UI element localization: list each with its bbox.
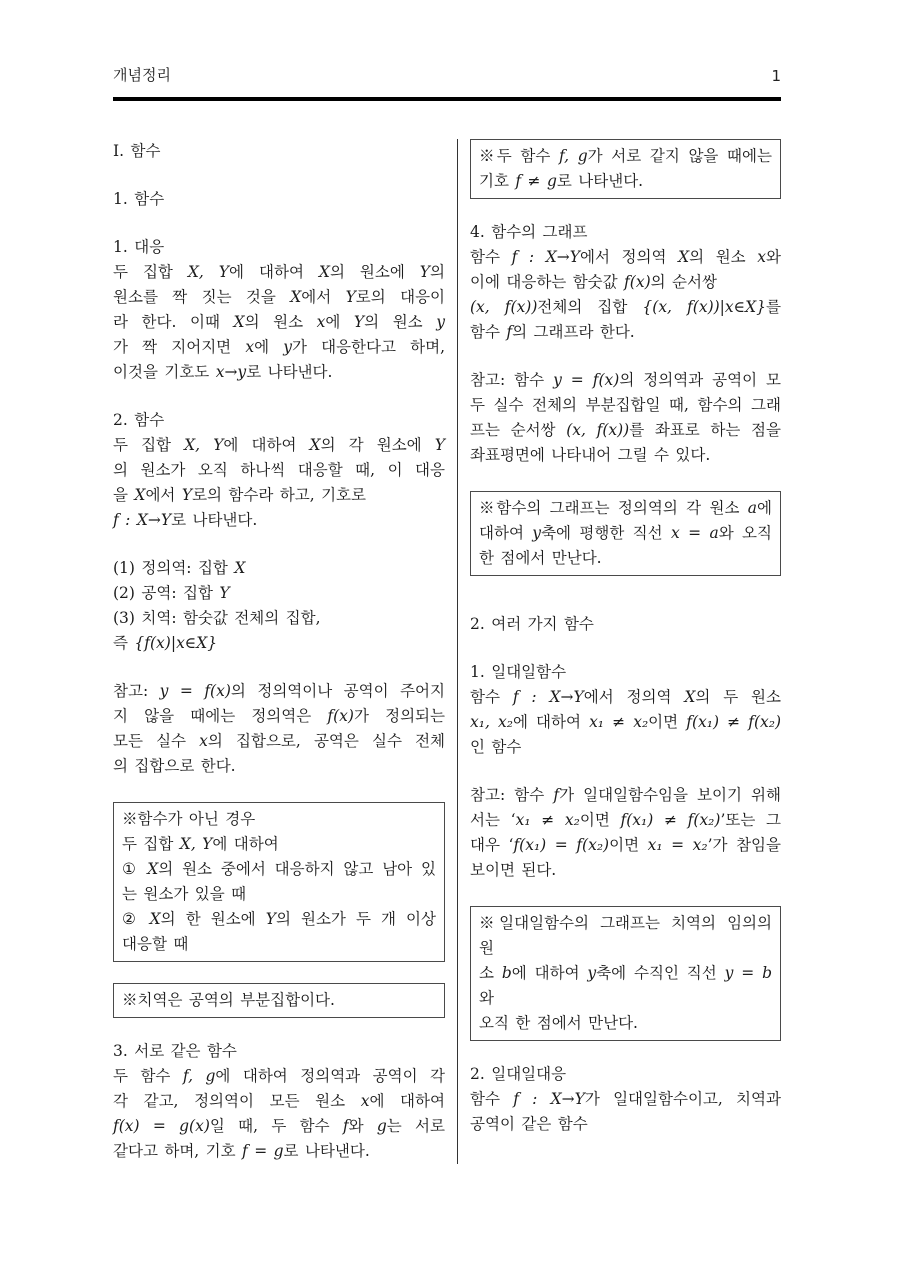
text-line: 의 원소가 오직 하나씩 대응할 때, 이 대응 [113, 461, 445, 479]
text-line: 함수 f : X→Y에서 정의역 X의 원소 x와 [470, 248, 781, 266]
math-expression: f : X→Y [512, 688, 584, 706]
text-line: 대응할 때 [122, 935, 189, 953]
text-line: 각 같고, 정의역이 모든 원소 x에 대하여 [113, 1092, 445, 1110]
text-line: f(x) = g(x)일 때, 두 함수 f와 g는 서로 [113, 1117, 445, 1135]
text-line: 대하여 y축에 평행한 직선 x = a와 오직 [479, 524, 772, 542]
various-functions-heading [470, 612, 781, 637]
math-expression: X [318, 263, 330, 281]
text-line: ※함수의 그래프는 정의역의 각 원소 a에 [479, 499, 772, 517]
right-column [470, 139, 781, 1164]
math-expression: x→y [215, 363, 247, 381]
math-expression: y = f(x) [553, 371, 620, 389]
text-line: 인 함수 [470, 738, 522, 756]
math-expression: Y [345, 288, 356, 306]
one-to-one-graph-box [470, 906, 781, 1041]
text-line: ※치역은 공역의 부분집합이다. [122, 991, 335, 1009]
math-expression: f : X→Y [113, 511, 172, 529]
text-line: 서는 ‘x₁ ≠ x₂이면 f(x₁) ≠ f(x₂)’또는 그 [470, 811, 781, 829]
page-header [113, 64, 781, 85]
text-line: 지 않을 때에는 정의역은 f(x)가 정의되는 [113, 707, 445, 725]
function-definition-para [113, 408, 445, 533]
text-line: 2. 여러 가지 함수 [470, 615, 594, 633]
text-line: 4. 함수의 그래프 [470, 223, 588, 241]
math-expression: x = a [670, 524, 719, 542]
math-expression: x [245, 338, 255, 356]
text-line: 는 원소가 있을 때 [122, 885, 247, 903]
text-line: ① X의 원소 중에서 대응하지 않고 남아 있 [122, 860, 436, 878]
range-subset-box [113, 983, 445, 1018]
text-line: ※두 함수 f, g가 서로 같지 않을 때에는 [479, 147, 772, 165]
text-line: 라 한다. 이때 X의 원소 x에 Y의 원소 y [113, 313, 445, 331]
text-line: 기호 f ≠ g로 나타낸다. [479, 172, 644, 190]
text-line: 즉 {f(x)|x∈X} [113, 634, 218, 652]
math-expression: f, g [558, 147, 588, 165]
text-line: 같다고 하며, 기호 f = g로 나타낸다. [113, 1142, 370, 1160]
equal-functions-para [113, 1039, 445, 1164]
text-line: 두 집합 X, Y에 대하여 X의 원소에 Y의 [113, 263, 445, 281]
math-expression: X [233, 313, 245, 331]
math-expression: y [532, 524, 542, 542]
text-line: 좌표평면에 나타내어 그릴 수 있다. [470, 446, 711, 464]
text-line: ※일대일함수의 그래프는 치역의 임의의 원 [479, 914, 772, 957]
text-line: 1. 대응 [113, 238, 165, 256]
math-expression: X [147, 860, 159, 878]
math-expression: y [283, 338, 292, 356]
math-expression: x [757, 248, 767, 266]
text-line: 을 X에서 Y로의 함수라 하고, 기호로 [113, 486, 367, 504]
graph-definition-para [470, 220, 781, 345]
math-expression: x₁ ≠ x₂ [589, 713, 649, 731]
text-line: 2. 일대일대응 [470, 1065, 567, 1083]
math-expression: x [316, 313, 326, 331]
math-expression: f = g [242, 1142, 284, 1160]
text-line: 의 집합으로 한다. [113, 757, 236, 775]
text-line: 두 실수 전체의 부분집합일 때, 함수의 그래 [470, 396, 781, 414]
math-expression: f [553, 786, 560, 804]
math-expression: X [134, 486, 146, 504]
chapter-heading [113, 187, 445, 212]
text-line: 오직 한 점에서 만난다. [479, 1014, 638, 1032]
text-line: 가 짝 지어지면 x에 y가 대응한다고 하며, [113, 338, 445, 356]
text-line: ② X의 한 원소에 Y의 원소가 두 개 이상 [122, 910, 436, 928]
math-expression: f(x) = g(x) [113, 1117, 210, 1135]
math-expression: x₁ ≠ x₂ [515, 811, 580, 829]
text-line: I. 함수 [113, 142, 161, 160]
math-expression: x [360, 1092, 370, 1110]
math-expression: X, Y [184, 436, 224, 454]
text-line: 두 함수 f, g에 대하여 정의역과 공역이 각 [113, 1067, 445, 1085]
math-expression: f : X→Y [513, 1090, 585, 1108]
text-line: 보이면 된다. [470, 861, 557, 879]
text-line: 이에 대응하는 함숫값 f(x)의 순서쌍 [470, 273, 717, 291]
text-line: 한 점에서 만난다. [479, 549, 602, 567]
math-expression: f, g [182, 1067, 216, 1085]
math-expression: f [342, 1117, 349, 1135]
one-to-one-note-para [470, 783, 781, 883]
text-line: x₁, x₂에 대하여 x₁ ≠ x₂이면 f(x₁) ≠ f(x₂) [470, 713, 782, 731]
math-expression: y [587, 964, 597, 982]
math-expression: (x, f(x)) [566, 421, 630, 439]
math-expression: y [436, 313, 445, 331]
math-expression: y = b [724, 964, 773, 982]
not-function-box [113, 802, 445, 962]
math-expression: (x, f(x)) [470, 298, 538, 316]
text-line: 참고: 함수 y = f(x)의 정의역과 공역이 모 [470, 371, 782, 389]
math-expression: X, Y [187, 263, 230, 281]
one-to-one-function-para [470, 660, 781, 760]
left-column [113, 139, 445, 1164]
math-expression: f(x₁) ≠ f(x₂) [686, 713, 782, 731]
math-expression: y = f(x) [159, 682, 231, 700]
text-line: 2. 함수 [113, 411, 165, 429]
math-expression: X [678, 248, 690, 266]
text-line: 참고: 함수 f가 일대일함수임을 보이기 위해 [470, 786, 781, 804]
math-expression: Y [181, 486, 193, 504]
text-line: 모든 실수 x의 집합으로, 공역은 실수 전체 [113, 732, 446, 750]
text-line: 프는 순서쌍 (x, f(x))를 좌표로 하는 점을 [470, 421, 781, 439]
math-expression: X [234, 559, 246, 577]
text-line: 함수 f의 그래프라 한다. [470, 323, 635, 341]
one-to-one-correspondence-para [470, 1062, 781, 1137]
header-title: 개념정리 [113, 66, 171, 84]
text-line: 두 집합 X, Y에 대하여 X의 각 원소에 Y [113, 436, 445, 454]
text-line: (x, f(x))전체의 집합 {(x, f(x))|x∈X}를 [470, 298, 781, 316]
text-line: 공역이 같은 함수 [470, 1115, 588, 1133]
header-rule [113, 97, 781, 101]
not-equal-box [470, 139, 781, 199]
text-line: (3) 치역: 함숫값 전체의 집합, [113, 609, 321, 627]
math-expression: f(x) [624, 273, 651, 291]
text-line: 1. 일대일함수 [470, 663, 567, 681]
math-expression: f : X→Y [511, 248, 580, 266]
math-expression: Y [419, 263, 431, 281]
math-expression: f(x₁) ≠ f(x₂) [620, 811, 721, 829]
math-expression: Y [219, 584, 230, 602]
math-expression: f(x₁) = f(x₂) [513, 836, 610, 854]
domain-note-para [113, 679, 445, 779]
math-expression: Y [353, 313, 365, 331]
math-expression: b [501, 964, 512, 982]
text-line: 소 b에 대하여 y축에 수직인 직선 y = b와 [479, 964, 773, 1007]
text-line: 1. 함수 [113, 190, 165, 208]
math-expression: X [290, 288, 302, 306]
domain-codomain-range-list [113, 556, 445, 656]
text-line: ※함수가 아닌 경우 [122, 810, 256, 828]
column-divider [457, 139, 458, 1164]
part-heading [113, 139, 445, 164]
graph-vertical-line-box [470, 491, 781, 576]
math-expression: x₁, x₂ [470, 713, 513, 731]
math-expression: X [149, 910, 161, 928]
math-expression: x₁ = x₂ [647, 836, 708, 854]
math-expression: X [684, 688, 696, 706]
page-number: 1 [771, 67, 781, 85]
math-expression: g [376, 1117, 387, 1135]
text-line: 3. 서로 같은 함수 [113, 1042, 237, 1060]
correspondence-para [113, 235, 445, 385]
math-expression: Y [265, 910, 276, 928]
math-expression: f(x) [327, 707, 354, 725]
text-line: (1) 정의역: 집합 X [113, 559, 246, 577]
text-line: 참고: y = f(x)의 정의역이나 공역이 주어지 [113, 682, 445, 700]
text-line: 두 집합 X, Y에 대하여 [122, 835, 279, 853]
math-expression: f [506, 323, 513, 341]
math-expression: {(x, f(x))|x∈X} [642, 298, 767, 316]
math-expression: f ≠ g [515, 172, 557, 190]
text-line: 원소를 짝 짓는 것을 X에서 Y로의 대응이 [113, 288, 446, 306]
graph-note-para [470, 368, 781, 468]
math-expression: X, Y [179, 835, 213, 853]
text-line: 이것을 기호도 x→y로 나타낸다. [113, 363, 333, 381]
text-line: 함수 f : X→Y에서 정의역 X의 두 원소 [470, 688, 781, 706]
math-expression: x [199, 732, 208, 750]
math-expression: {f(x)|x∈X} [134, 634, 218, 652]
math-expression: Y [434, 436, 445, 454]
math-expression: X [309, 436, 321, 454]
text-line: 함수 f : X→Y가 일대일함수이고, 치역과 [470, 1090, 781, 1108]
math-expression: a [747, 499, 758, 517]
text-line: (2) 공역: 집합 Y [113, 584, 230, 602]
content-area [113, 139, 781, 1164]
text-line: 대우 ‘f(x₁) = f(x₂)이면 x₁ = x₂’가 참임을 [470, 836, 781, 854]
text-line: f : X→Y로 나타낸다. [113, 511, 258, 529]
